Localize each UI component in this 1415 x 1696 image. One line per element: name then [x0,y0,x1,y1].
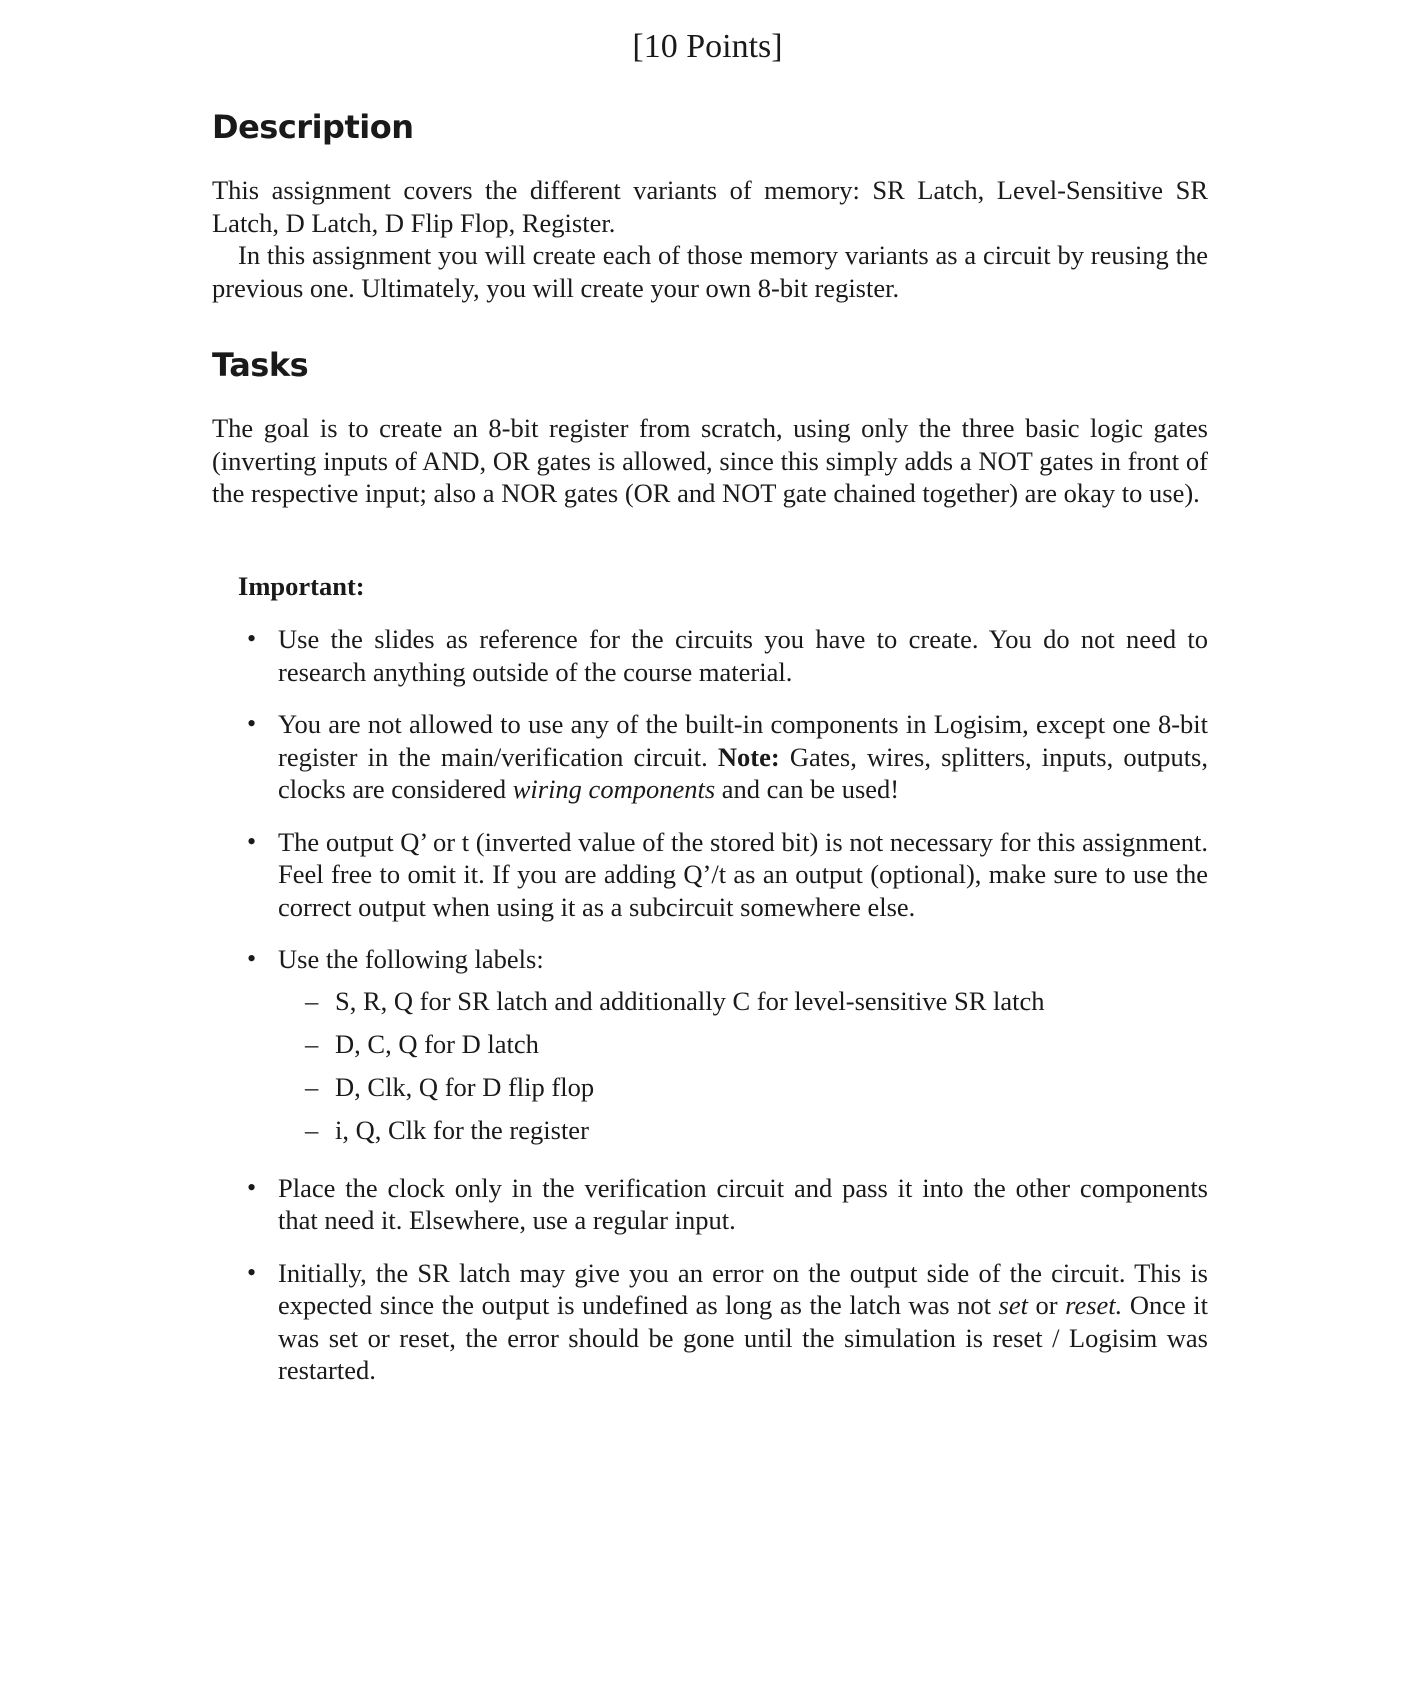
dash-icon: – [305,1114,319,1145]
dash-icon: – [305,1028,319,1059]
emphasis-text: wiring components [512,774,716,804]
description-paragraph-2: In this assignment you will create each of those memory variants as a circuit by reusing the previous one. Ultimately, you will create your own 8-bit register. [212,240,1208,303]
bullet-icon: • [247,826,257,856]
tasks-heading: Tasks [212,346,309,384]
bullet-text: Use the slides as reference for the circuits you have to create. You do not need to research anything outside of the course material. [278,624,1208,687]
requirements-list [212,623,1208,1407]
list-item [212,623,1208,688]
important-label: Important: [238,571,365,601]
sublist-item [278,980,1208,1023]
list-item [212,708,1208,806]
list-item [212,1257,1208,1387]
list-item [212,826,1208,924]
sublist-text: D, C, Q for D latch [335,1028,539,1059]
bullet-icon: • [247,1257,257,1287]
bullet-text: Initially, the SR latch may give you an error on the output side of the circuit. This is expected since the output is undefined as long as the latch was not [278,1257,1208,1320]
description-heading: Description [212,108,414,146]
note-label: Note: [717,741,780,772]
bullet-icon: • [247,944,257,973]
bullet-text: The output Q’ or t (inverted value of the stored bit) is not necessary for this assignment. Feel free to omit it. If you are adding Q’/t as an output (optional), make sure to use the correct output when using it as a subcircuit somewhere else. [278,826,1208,922]
points-header: [10 Points] [632,28,783,65]
bullet-icon: • [247,1172,257,1202]
bullet-text: or [1027,1290,1066,1320]
list-item [212,1172,1208,1237]
description-paragraph-1: This assignment covers the different variants of memory: SR Latch, Level-Sensitive SR Latch, D Latch, D Flip Flop, Register. [212,175,1208,238]
emphasis-text: reset. [1065,1290,1123,1320]
sublist-text: i, Q, Clk for the register [335,1114,589,1145]
list-item [212,943,1208,1152]
tasks-paragraph: The goal is to create an 8-bit register from scratch, using only the three basic logic gates (inverting inputs of AND, OR gates is allowed, since this simply adds a NOT gates in front of the respective input; also a NOR gates (OR and NOT gate chained together) are okay to use). [212,413,1208,508]
bullet-icon: • [247,624,257,653]
bullet-text: Place the clock only in the verification circuit and pass it into the other components that need it. Elsewhere, use a regular input. [278,1172,1208,1235]
sublist-item [278,1066,1208,1109]
bullet-text: You are not allowed to use any of the built-in components in Logisim, except one 8-bit register in the main/verification circuit. [278,709,1208,772]
sublist-item [278,1109,1208,1152]
emphasis-text: set [998,1290,1028,1320]
dash-icon: – [305,1071,319,1102]
bullet-text: Gates, wires, splitters, inputs, outputs, clocks are considered [278,741,1208,804]
bullet-icon: • [247,709,257,738]
dash-icon: – [305,985,319,1016]
bullet-text: Once it was set or reset, the error should be gone until the simulation is reset / Logisim was restarted. [278,1290,1209,1385]
sublist-text: D, Clk, Q for D flip flop [335,1071,595,1102]
sublist-item [278,1023,1208,1066]
bullet-text: Use the following labels: [278,944,544,974]
bullet-text: and can be used! [715,774,900,804]
labels-sublist [278,980,1208,1152]
sublist-text: S, R, Q for SR latch and additionally C for level-sensitive SR latch [335,985,1045,1016]
